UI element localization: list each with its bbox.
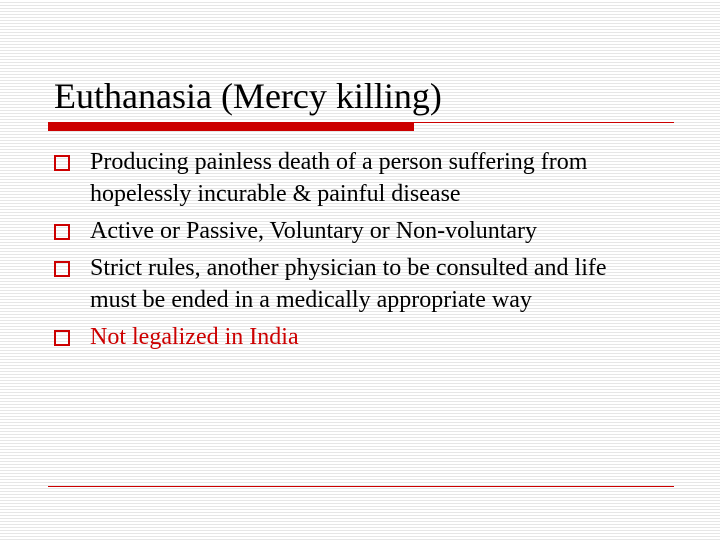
square-bullet-icon bbox=[54, 155, 70, 171]
bullet-text: Strict rules, another physician to be consulted and life must be ended in a medically appropriate way bbox=[90, 255, 607, 313]
square-bullet-icon bbox=[54, 330, 70, 346]
bullet-text: Active or Passive, Voluntary or Non-voluntary bbox=[90, 218, 538, 244]
title-underline-bar bbox=[48, 123, 414, 131]
slide-title: Euthanasia (Mercy killing) bbox=[54, 76, 442, 116]
bullet-item bbox=[54, 252, 614, 316]
square-bullet-icon bbox=[54, 261, 70, 277]
bullet-item bbox=[54, 146, 614, 210]
bullet-text: Not legalized in India bbox=[90, 324, 299, 350]
bullet-item bbox=[54, 215, 614, 247]
bullet-text: Producing painless death of a person suffering from hopelessly incurable & painful disease bbox=[90, 149, 588, 207]
square-bullet-icon bbox=[54, 224, 70, 240]
bullet-list bbox=[54, 146, 614, 358]
bullet-item-highlighted bbox=[54, 321, 614, 353]
footer-rule bbox=[48, 486, 674, 487]
